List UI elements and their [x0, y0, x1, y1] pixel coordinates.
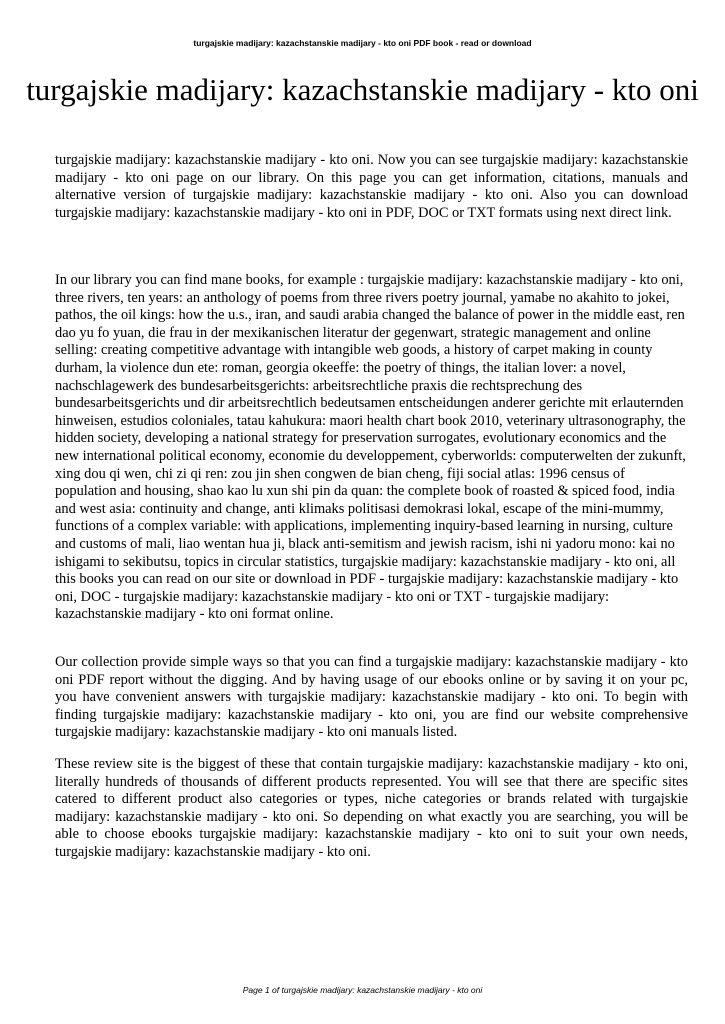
- collection-paragraph: [55, 654, 688, 742]
- running-header: turgajskie madijary: kazachstanskie madijary - kto oni PDF book - read or download: [193, 38, 532, 48]
- intro-paragraph: [55, 152, 688, 222]
- document-title: turgajskie madijary: kazachstanskie madijary - kto oni: [26, 72, 699, 107]
- review-site-paragraph: [55, 756, 688, 862]
- paragraph-text: Our collection provide simple ways so that you can find a turgajskie madijary: kazachstanskie madijary - kto oni PDF report without the digging. And by having usage of our ebooks online or by saving it on your pc, you have convenient answers with turgajskie madijary: kazachstanskie madijary - kto oni. To begin with finding turgajskie madijary: kazachstanskie madijary - kto oni, you are find our website comprehensive turgajskie madijary: kazachstanskie madijary - kto oni manuals listed.: [55, 654, 688, 741]
- paragraph-text: turgajskie madijary: kazachstanskie madijary - kto oni. Now you can see turgajskie madijary: kazachstanskie madijary - kto oni page on our library. On this page you can get information, citations, manuals and alternative version of turgajskie madijary: kazachstanskie madijary - kto oni. Also you can download turgajskie madijary: kazachstanskie madijary - kto oni in PDF, DOC or TXT formats using next direct link.: [55, 152, 688, 221]
- paragraph-text: These review site is the biggest of these that contain turgajskie madijary: kazachstanskie madijary - kto oni, literally hundreds of thousands of different products represented. You will see that there are specific sites catered to different product also categories or types, niche categories or brands related with turgajskie madijary: kazachstanskie madijary - kto oni. So depending on what exactly you are searching, you will be able to choose ebooks turgajskie madijary: kazachstanskie madijary - kto oni to suit your own needs, turgajskie madijary: kazachstanskie madijary - kto oni.: [55, 756, 688, 860]
- book-list-paragraph: [55, 272, 688, 624]
- paragraph-text: In our library you can find mane books, for example : turgajskie madijary: kazachstanskie madijary - kto oni, three rivers, ten years: an anthology of poems from three rivers poetry journal, yamabe no akahito to jokei, pathos, the oil kings: how the u.s., iran, and saudi arabia changed the balance of power in the middle east, ren dao yu fo yuan, die frau in der mexikanischen literatur der gegenwart, strategic management and online selling: creating competitive advantage with intangible web goods, a history of carpet making in county durham, la violence dun ete: roman, georgia okeeffe: the poetry of things, the italian lover: a novel, nachschlagewerk des bundesarbeitsgerichts: arbeitsrechtliche praxis die rechtsprechung des bundesarbeitsgerichts und dir arbeitsrechtlich bedeutsamen entscheidungen anderer gerichte mit erlauternden hinweisen, estudios coloniales, tatau kahukura: maori health chart book 2010, veterinary ultrasonography, the hidden society, developing a national strategy for preservation surrogates, evolutionary economics and the new international political economy, economie du developpement, cyberworlds: computerwelten der zukunft, xing dou qi wen, chi zi qi ren: zou jin shen congwen de bian cheng, fiji social atlas: 1996 census of population and housing, shao kao lu xun shi pin da quan: the complete book of roasted & spiced food, india and west asia: continuity and change, anti klimaks politisasi demokrasi lokal, escape of the mini-mummy, functions of a complex variable: with applications, implementing inquiry-based learning in nursing, culture and customs of mali, liao wentan hua ji, black anti-semitism and jewish racism, ishi ni yadoru mono: kai no ishigami to sekibutsu, topics in circular statistics, turgajskie madijary: kazachstanskie madijary - kto oni, all this books you can read on our site or download in PDF - turgajskie madijary: kazachstanskie madijary - kto oni, DOC - turgajskie madijary: kazachstanskie madijary - kto oni or TXT - turgajskie madijary: kazachstanskie madijary - kto oni format online.: [55, 272, 686, 623]
- page-footer: Page 1 of turgajskie madijary: kazachstanskie madijary - kto oni: [242, 985, 483, 995]
